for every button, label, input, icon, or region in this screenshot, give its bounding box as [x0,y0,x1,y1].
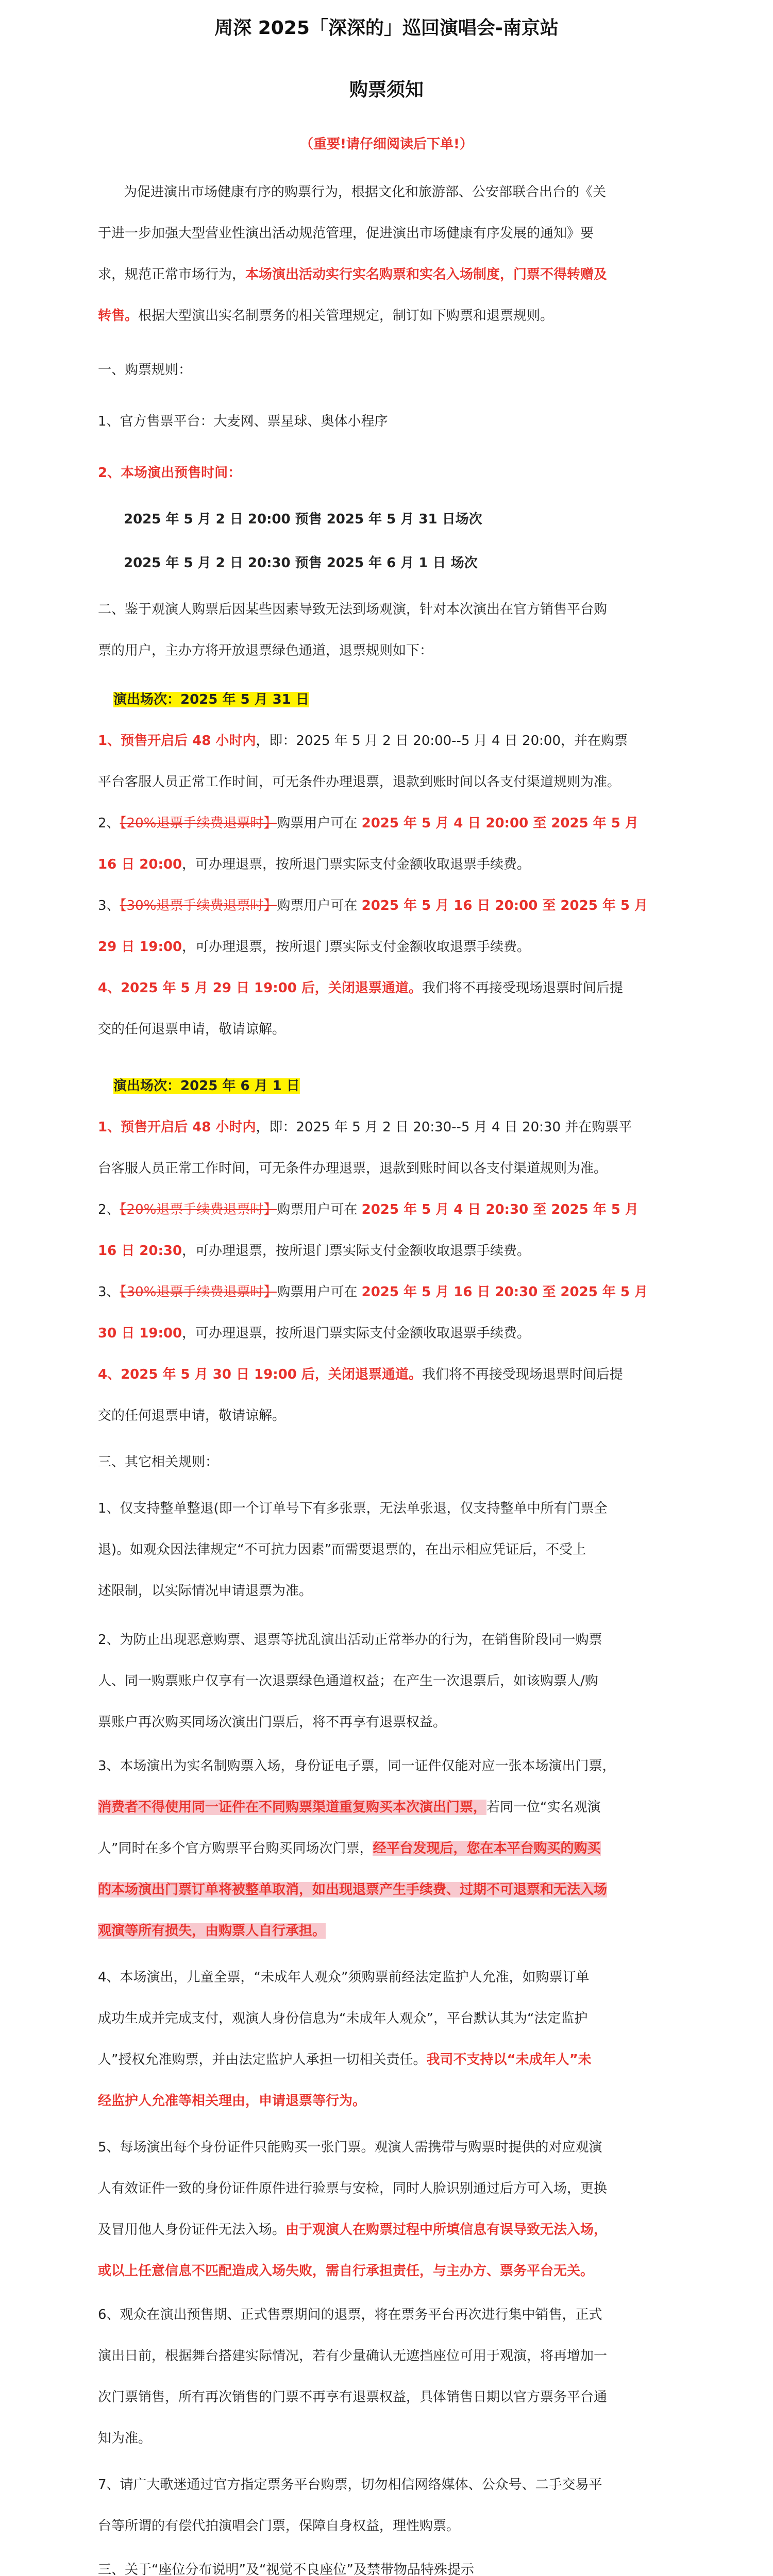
concert-title: 周深 2025「深深的」巡回演唱会-南京站 [214,18,559,39]
refund-item: 交的任何退票申请，敬请谅解。 [98,1408,286,1423]
rule-line: 或以上任意信息不匹配造成入场失败，需自行承担责任，与主办方、票务平台无关。 [98,2263,594,2279]
rule-line: 6、观众在演出预售期、正式售票期间的退票，将在票务平台再次进行集中销售，正式 [98,2307,602,2323]
refund-item: 台客服人员正常工作时间，可无条件办理退票，退款到账时间以各支付渠道规则为准。 [98,1161,608,1176]
rule-line: 人”同时在多个官方购票平台购买同场次门票，经平台发现后，您在本平台购买的购买 [98,1841,601,1856]
rule-line: 及冒用他人身份证件无法入场。由于观演人在购票过程中所填信息有误导致无法入场， [98,2222,608,2238]
refund-item: 30 日 19:00，可办理退票，按所退门票实际支付金额收取退票手续费。 [98,1326,531,1341]
refund-intro: 票的用户，主办方将开放退票绿色通道，退票规则如下： [98,643,433,658]
rule-line: 成功生成并完成支付，观演人身份信息为“未成年人观众”，平台默认其为“法定监护 [98,2011,588,2026]
intro-line: 于进一步加强大型营业性演出活动规范管理，促进演出市场健康有序发展的通知》要 [98,226,594,241]
rule-line: 述限制，以实际情况申请退票为准。 [98,1583,313,1599]
refund-item: 16 日 20:30，可办理退票，按所退门票实际支付金额收取退票手续费。 [98,1243,531,1259]
rule-line: 5、每场演出每个身份证件只能购买一张门票。观演人需携带与购票时提供的对应观演 [98,2140,602,2155]
rule-line: 1、仅支持整单整退(即一个订单号下有多张票，无法单张退，仅支持整单中所有门票全 [98,1501,608,1516]
section-heading: 一、购票规则： [98,362,192,378]
rule-line: 的本场演出门票订单将被整单取消，如出现退票产生手续费、过期不可退票和无法入场 [98,1882,608,1897]
notice-subtitle: 购票须知 [349,79,424,100]
session-label: 演出场次：2025 年 6 月 1 日 [113,1078,300,1094]
rule-line: 7、请广大歌迷通过官方指定票务平台购票，切勿相信网络媒体、公众号、二手交易平 [98,2477,602,2493]
section-heading: 三、关于“座位分布说明”及“视觉不良座位”及禁带物品特殊提示 [98,2562,474,2576]
refund-intro: 二、鉴于观演人购票后因某些因素导致无法到场观演，针对本次演出在官方销售平台购 [98,602,608,617]
refund-item: 1、预售开启后 48 小时内，即：2025 年 5 月 2 日 20:30--5 月 4 日 20:30 并在购票平 [98,1120,632,1135]
section-heading: 三、其它相关规则： [98,1454,219,1470]
rule-line: 人”授权允准购票，并由法定监护人承担一切相关责任。我司不支持以“未成年人”未 [98,2052,592,2067]
intro-line: 为促进演出市场健康有序的购票行为，根据文化和旅游部、公安部联合出台的《关 [124,184,607,200]
refund-item: 交的任何退票申请，敬请谅解。 [98,1022,286,1037]
refund-item: 平台客服人员正常工作时间，可无条件办理退票，退款到账时间以各支付渠道规则为准。 [98,774,621,790]
refund-item: 2、【20%退票手续费退票时】购票用户可在 2025 年 5 月 4 日 20:30 至 2025 年 5 月 [98,1202,638,1217]
rule-line: 观演等所有损失，由购票人自行承担。 [98,1923,326,1939]
rule-line: 经监护人允准等相关理由，申请退票等行为。 [98,2093,366,2109]
refund-item: 4、2025 年 5 月 29 日 19:00 后，关闭退票通道。我们将不再接受现场退票时间后提 [98,980,623,996]
rule-line: 知为准。 [98,2431,152,2446]
presale-heading: 2、本场演出预售时间： [98,465,242,481]
important-notice: （重要!请仔细阅读后下单!） [300,137,473,152]
presale-time: 2025 年 5 月 2 日 20:30 预售 2025 年 6 月 1 日 场次 [124,555,478,571]
refund-item: 1、预售开启后 48 小时内，即：2025 年 5 月 2 日 20:00--5 月 4 日 20:00，并在购票 [98,733,628,749]
session-label: 演出场次：2025 年 5 月 31 日 [113,692,309,707]
rule-line: 人、同一购票账户仅享有一次退票绿色通道权益；在产生一次退票后，如该购票人/购 [98,1673,598,1689]
refund-item: 29 日 19:00，可办理退票，按所退门票实际支付金额收取退票手续费。 [98,939,531,955]
intro-line: 转售。根据大型演出实名制票务的相关管理规定，制订如下购票和退票规则。 [98,308,554,324]
refund-item: 2、【20%退票手续费退票时】购票用户可在 2025 年 5 月 4 日 20:00 至 2025 年 5 月 [98,816,638,831]
rule-line: 次门票销售，所有再次销售的门票不再享有退票权益，具体销售日期以官方票务平台通 [98,2389,608,2405]
refund-item: 4、2025 年 5 月 30 日 19:00 后，关闭退票通道。我们将不再接受现场退票时间后提 [98,1367,623,1382]
rule-line: 3、本场演出为实名制购票入场，身份证电子票，同一证件仅能对应一张本场演出门票， [98,1758,616,1774]
rule-line: 台等所谓的有偿代拍演唱会门票，保障自身权益，理性购票。 [98,2518,460,2534]
rule-line: 4、本场演出，儿童全票，“未成年人观众”须购票前经法定监护人允准，如购票订单 [98,1970,590,1985]
refund-item: 3、【30%退票手续费退票时】购票用户可在 2025 年 5 月 16 日 20:00 至 2025 年 5 月 [98,898,648,913]
rule-line: 人有效证件一致的身份证件原件进行验票与安检，同时人脸识别通过后方可入场，更换 [98,2181,608,2196]
rule-line: 2、为防止出现恶意购票、退票等扰乱演出活动正常举办的行为，在销售阶段同一购票 [98,1632,602,1648]
rule-line: 票账户再次购买同场次演出门票后，将不再享有退票权益。 [98,1715,447,1730]
rule-line: 消费者不得使用同一证件在不同购票渠道重复购买本次演出门票，若同一位“实名观演 [98,1800,601,1815]
refund-item: 16 日 20:00，可办理退票，按所退门票实际支付金额收取退票手续费。 [98,857,531,872]
refund-item: 3、【30%退票手续费退票时】购票用户可在 2025 年 5 月 16 日 20:30 至 2025 年 5 月 [98,1284,648,1300]
rule-line: 演出日前，根据舞台搭建实际情况，若有少量确认无遮挡座位可用于观演，将再增加一 [98,2348,608,2364]
rule-line: 退)。如观众因法律规定“不可抗力因素”而需要退票的，在出示相应凭证后，不受上 [98,1542,586,1557]
intro-line: 求，规范正常市场行为，本场演出活动实行实名购票和实名入场制度，门票不得转赠及 [98,267,608,282]
platform-line: 1、官方售票平台：大麦网、票星球、奥体小程序 [98,414,388,429]
presale-time: 2025 年 5 月 2 日 20:00 预售 2025 年 5 月 31 日场次 [124,512,482,527]
